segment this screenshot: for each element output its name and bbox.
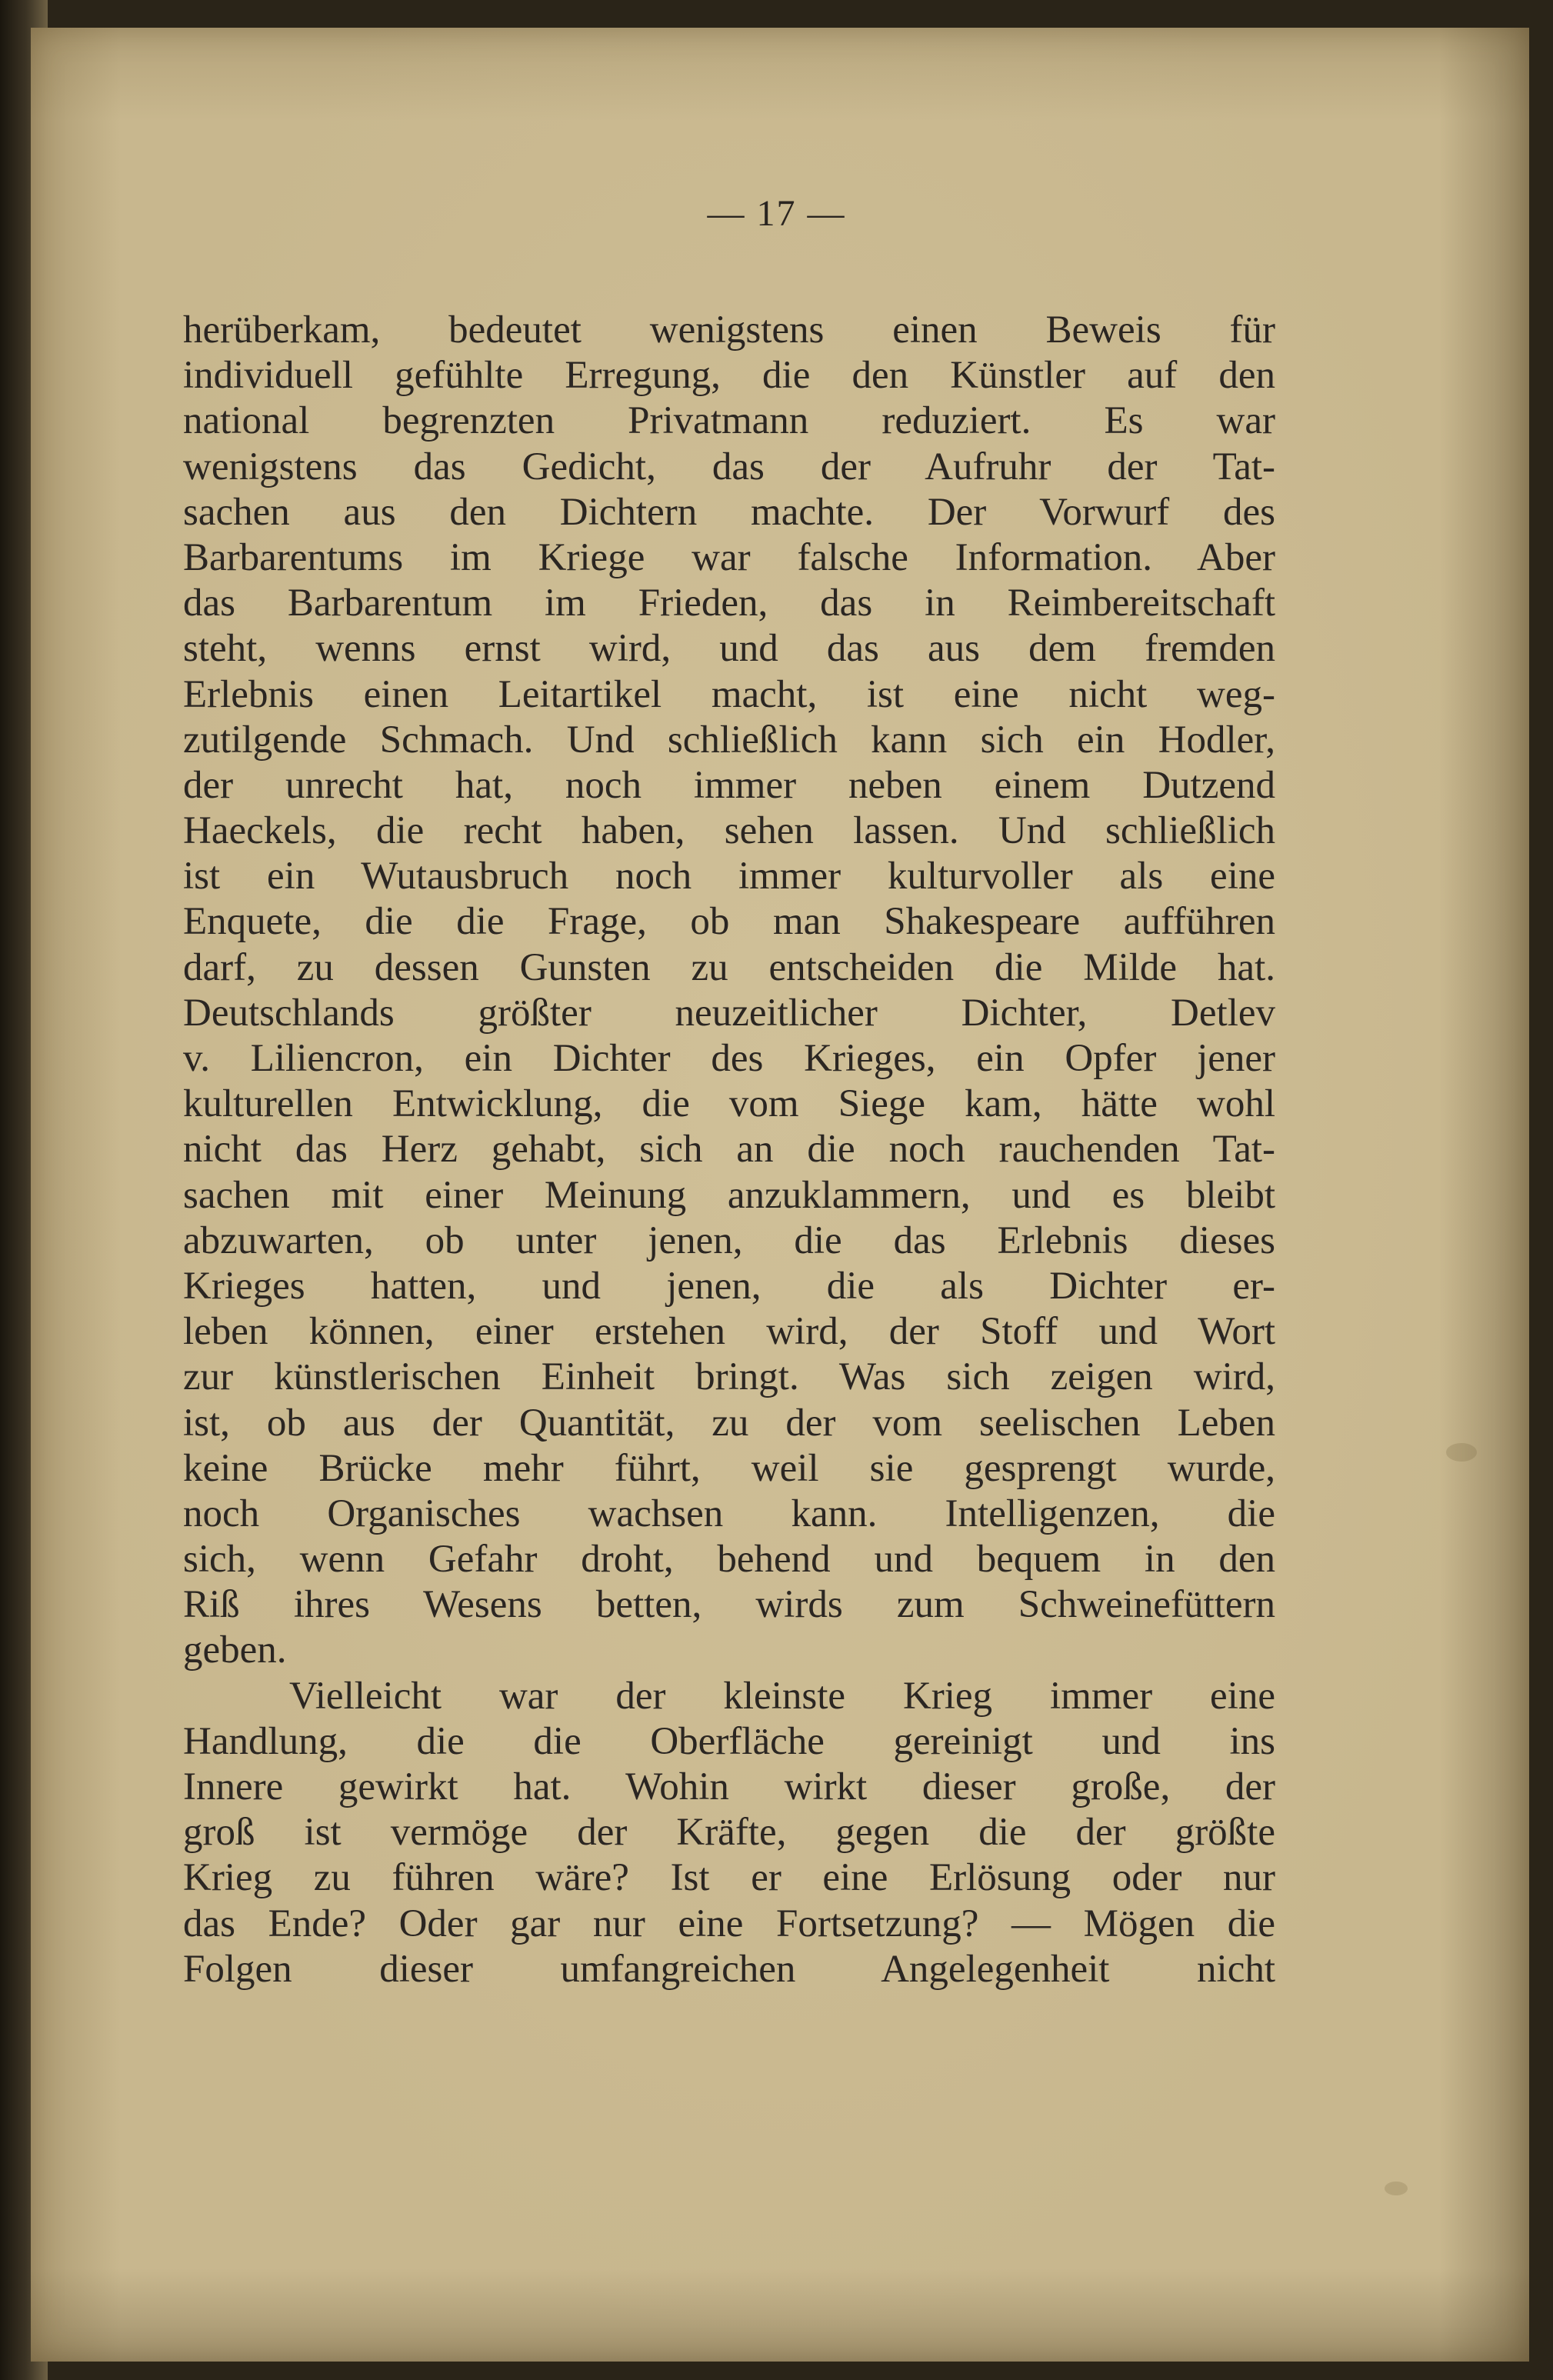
text-line: groß ist vermöge der Kräfte, gegen die der größte (183, 1811, 1275, 1855)
text-line: zur künstlerischen Einheit bringt. Was sich zeigen wird, (183, 1355, 1275, 1399)
paper-stain (1385, 2182, 1408, 2195)
text-line: individuell gefühlte Erregung, die den Künstler auf den (183, 354, 1275, 398)
text-line: herüberkam, bedeutet wenigstens einen Beweis für (183, 308, 1275, 352)
text-line: Erlebnis einen Leitartikel macht, ist eine nicht weg- (183, 672, 1275, 716)
text-line: ist ein Wutausbruch noch immer kulturvoller als eine (183, 855, 1275, 898)
text-line: nicht das Herz gehabt, sich an die noch rauchenden Tat- (183, 1128, 1275, 1172)
text-line: sachen aus den Dichtern machte. Der Vorwurf des (183, 490, 1275, 534)
text-line: Barbarentums im Kriege war falsche Information. Aber (183, 535, 1275, 579)
text-line: darf, zu dessen Gunsten zu entscheiden die Milde hat. (183, 945, 1275, 989)
text-line: keine Brücke mehr führt, weil sie gesprengt wurde, (183, 1446, 1275, 1490)
text-line: leben können, einer erstehen wird, der Stoff und Wort (183, 1310, 1275, 1354)
text-line: Handlung, die die Oberfläche gereinigt und ins (183, 1719, 1275, 1763)
text-line: zutilgende Schmach. Und schließlich kann sich ein Hodler, (183, 718, 1275, 762)
text-line: noch Organisches wachsen kann. Intelligenzen, die (183, 1492, 1275, 1535)
text-line: v. Liliencron, ein Dichter des Krieges, ein Opfer jener (183, 1037, 1275, 1080)
text-line: Krieges hatten, und jenen, die als Dichter er- (183, 1264, 1275, 1308)
text-line: wenigstens das Gedicht, das der Aufruhr der Tat- (183, 445, 1275, 488)
text-line: abzuwarten, ob unter jenen, die das Erlebnis dieses (183, 1218, 1275, 1262)
text-line: Krieg zu führen wäre? Ist er eine Erlösung oder nur (183, 1856, 1275, 1900)
text-line: national begrenzten Privatmann reduziert. Es war (183, 399, 1275, 443)
text-line: sich, wenn Gefahr droht, behend und bequem in den (183, 1538, 1275, 1582)
text-line: Riß ihres Wesens betten, wirds zum Schweinefüttern (183, 1583, 1275, 1627)
text-line: sachen mit einer Meinung anzuklammern, und es bleibt (183, 1173, 1275, 1217)
paragraph-start-line: Vielleicht war der kleinste Krieg immer eine (289, 1674, 1275, 1718)
text-line: kulturellen Entwicklung, die vom Siege kam, hätte wohl (183, 1082, 1275, 1126)
text-line: Haeckels, die recht haben, sehen lassen. Und schließlich (183, 809, 1275, 853)
paper-stain (1446, 1443, 1477, 1462)
text-line: das Barbarentum im Frieden, das in Reimbereitschaft (183, 582, 1275, 625)
text-line: das Ende? Oder gar nur eine Fortsetzung? — Mögen die (183, 1902, 1275, 1945)
text-line: Deutschlands größter neuzeitlicher Dichter, Detlev (183, 991, 1275, 1035)
text-line: Innere gewirkt hat. Wohin wirkt dieser große, der (183, 1765, 1275, 1808)
text-line: der unrecht hat, noch immer neben einem Dutzend (183, 763, 1275, 807)
text-line: steht, wenns ernst wird, und das aus dem fremden (183, 627, 1275, 671)
body-text (183, 308, 1275, 1992)
text-line: Enquete, die die Frage, ob man Shakespeare aufführen (183, 900, 1275, 944)
text-line: Folgen dieser umfangreichen Angelegenheit nicht (183, 1947, 1275, 1991)
text-line: ist, ob aus der Quantität, zu der vom seelischen Leben (183, 1401, 1275, 1445)
page-number: — 17 — (707, 193, 846, 234)
paragraph-end-line: geben. (183, 1628, 287, 1672)
